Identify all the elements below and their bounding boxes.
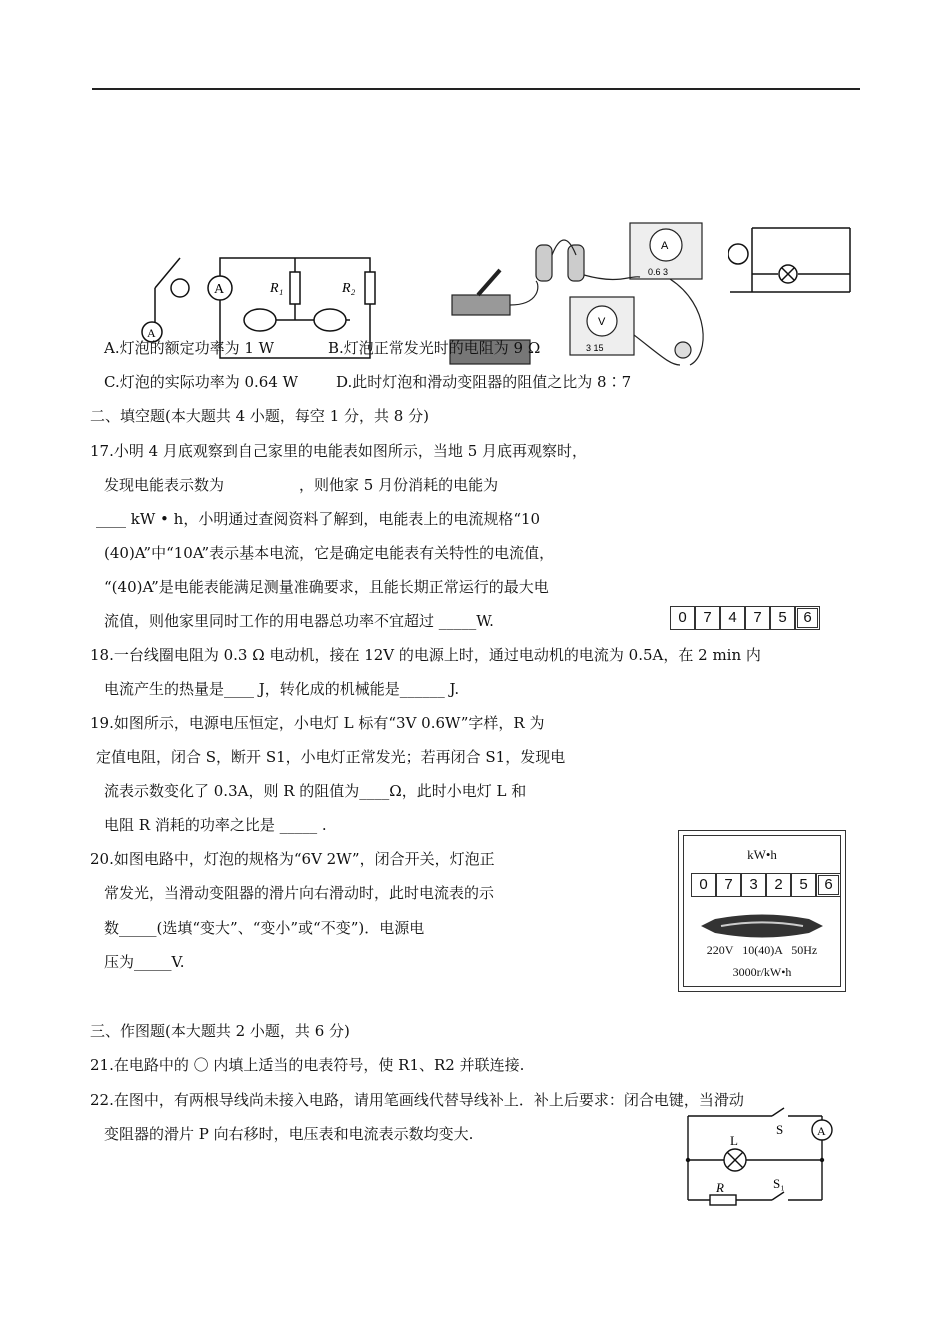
apparatus-figure [390, 215, 720, 390]
energy-meter-panel [678, 830, 846, 992]
q22-line1: 22.在图中，有两根导线尚未接入电路，请用笔画线代替导线补上．补上后要求：闭合电键，当滑动 [90, 1091, 744, 1109]
meter-digit: 7 [716, 873, 741, 897]
q18-line1: 18.一台线圈电阻为 0.3 Ω 电动机，接在 12V 的电源上时，通过电动机的电流为 0.5A，在 2 min 内 [90, 646, 761, 664]
ammeter-small-label: A [147, 326, 156, 340]
small-meter-reading [670, 606, 820, 630]
meter-digit: 0 [691, 873, 716, 897]
meter-revolutions: 3000r/kW•h [732, 965, 792, 979]
q17-line4: (40)A”中“10A”表示基本电流，它是确定电能表有关特性的电流值， [104, 544, 555, 562]
q17-line6: 流值，则他家里同时工作的用电器总功率不宜超过 _____W. [104, 612, 494, 630]
meter-digit: 7 [695, 606, 720, 630]
q17-line1: 17.小明 4 月底观察到自己家里的电能表如图所示，当地 5 月底再观察时， [90, 442, 588, 460]
header-rule [92, 88, 860, 90]
q19-line2: 定值电阻，闭合 S，断开 S1，小电灯正常发光；若再闭合 S1，发现电 [96, 748, 566, 766]
option-b: B.灯泡正常发光时的电阻为 9 Ω [328, 339, 541, 357]
meter-digit: 7 [745, 606, 770, 630]
fig19-L: L [730, 1133, 738, 1148]
section3-heading: 三、作图题(本大题共 2 小题，共 6 分) [90, 1022, 350, 1040]
r2-label: R₂ [342, 281, 356, 296]
fig19-R: R [716, 1180, 724, 1195]
q17-line3: ____ kW • h，小明通过查阅资料了解到，电能表上的电流规格“10 [96, 510, 541, 528]
q19-circuit-figure [680, 1100, 840, 1210]
q17-line5: “(40)A”是电能表能满足测量准确要求，且能长期正常运行的最大电 [104, 578, 549, 596]
q20-line1: 20.如图电路中，灯泡的规格为“6V 2W”，闭合开关，灯泡正 [90, 850, 495, 868]
fig19-S: S [776, 1122, 784, 1137]
meter-disc-icon [699, 913, 825, 939]
option-a: A.灯泡的额定功率为 1 W [104, 339, 275, 357]
meter-digit: 0 [670, 606, 695, 630]
q20-line3: 数_____(选填“变大”、“变小”或“不变”)．电源电 [104, 919, 425, 937]
meter-unit: kW•h [747, 847, 777, 862]
voltmeter-dial-label: V [598, 316, 606, 328]
meter-digit: 6 [795, 606, 820, 630]
large-meter-reading [691, 873, 841, 897]
fig19-S1: S₁ [773, 1176, 785, 1191]
meter-digit: 2 [766, 873, 791, 897]
q20-line4: 压为_____V. [104, 953, 185, 971]
q17-line2: 发现电能表示数为 ，则他家 5 月份消耗的电能为 [104, 476, 499, 494]
meter-digit: 5 [770, 606, 795, 630]
lamp-circuit-figure [728, 222, 858, 317]
q20-line2: 常发光，当滑动变阻器的滑片向右滑动时，此时电流表的示 [104, 884, 495, 902]
r1-label: R₁ [270, 281, 284, 296]
meter-spec: 220V 10(40)A 50Hz [706, 943, 818, 957]
meter-digit: 6 [816, 873, 841, 897]
fig19-ammeter: A [817, 1124, 826, 1138]
meter-digit: 5 [791, 873, 816, 897]
q19-line4: 电阻 R 消耗的功率之比是 _____ . [104, 816, 327, 834]
q18-line2: 电流产生的热量是____ J，转化成的机械能是______ J. [104, 680, 460, 698]
q21-text: 21.在电路中的 〇 内填上适当的电表符号，使 R1、R2 并联连接. [90, 1056, 525, 1074]
ammeter-dial-label: A [661, 240, 669, 252]
meter-digit: 3 [741, 873, 766, 897]
meter-digit: 4 [720, 606, 745, 630]
ammeter-label: A [214, 282, 225, 297]
ammeter-scale-label: 0.6 3 [648, 267, 669, 277]
option-c: C.灯泡的实际功率为 0.64 W [104, 373, 299, 391]
q19-line1: 19.如图所示，电源电压恒定，小电灯 L 标有“3V 0.6W”字样，R 为 [90, 714, 545, 732]
q22-line2: 变阻器的滑片 P 向右移时，电压表和电流表示数均变大. [104, 1125, 474, 1143]
q19-line3: 流表示数变化了 0.3A，则 R 的阻值为____Ω，此时小电灯 L 和 [104, 782, 527, 800]
option-d: D.此时灯泡和滑动变阻器的阻值之比为 8∶7 [336, 373, 632, 391]
voltmeter-scale-label: 3 15 [586, 343, 604, 353]
section2-heading: 二、填空题(本大题共 4 小题，每空 1 分，共 8 分) [90, 407, 429, 425]
